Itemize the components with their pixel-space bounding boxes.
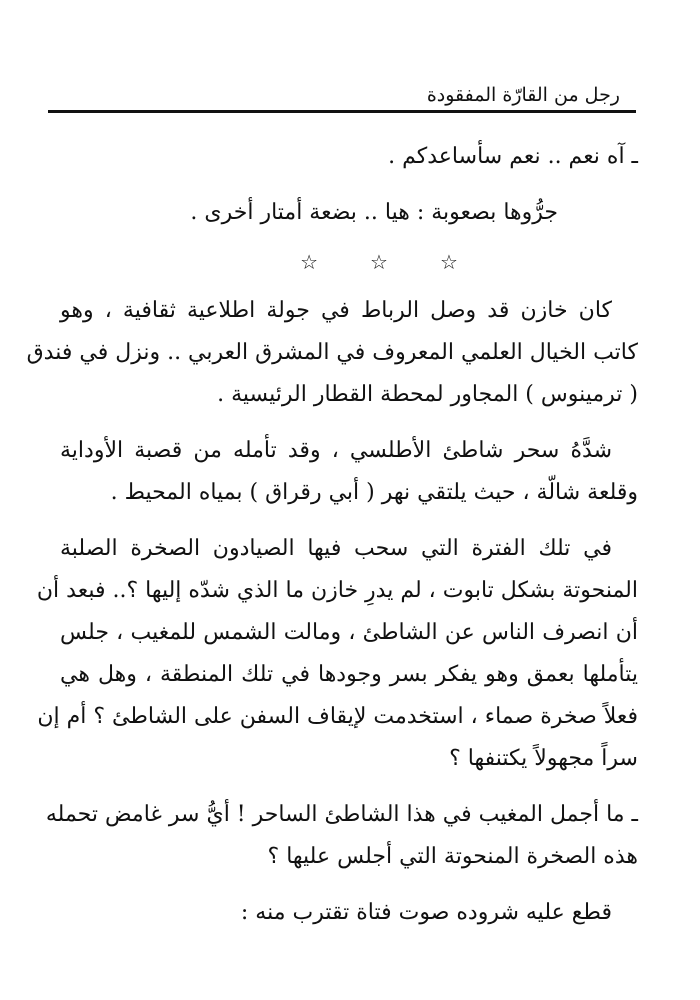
paragraph-atlantic (60, 430, 638, 514)
paragraph-khazen-arrival (26, 290, 638, 416)
body-text (26, 136, 638, 934)
text-line: أن انصرف الناس عن الشاطئ ، ومالت الشمس للمغيب ، جلس (60, 620, 638, 645)
text-line: في تلك الفترة التي سحب فيها الصيادون الصخرة الصلبة (60, 536, 612, 561)
text-line: ـ ما أجمل المغيب في هذا الشاطئ الساحر ! أيُّ سر غامض تحمله (45, 802, 638, 827)
text-line: شدَّهُ سحر شاطئ الأطلسي ، وقد تأمله من قصبة الأوداية (60, 438, 612, 463)
paragraph-narration-1 (60, 192, 638, 234)
star-icon: ☆ (300, 250, 319, 274)
text-line: سراً مجهولاً يكتنفها ؟ (449, 746, 638, 771)
text-line: جرُّوها بصعوبة : هيا .. بضعة أمتار أخرى . (190, 200, 558, 225)
header-rule (48, 110, 636, 113)
paragraph-rock (36, 528, 638, 780)
text-line: المنحوتة بشكل تابوت ، لم يدرِ خازن ما الذي شدّه إليها ؟.. فبعد أن (36, 578, 638, 603)
text-line: ـ آه نعم .. نعم سأساعدكم . (388, 144, 638, 169)
section-break-stars (60, 248, 638, 276)
text-line: ( ترمينوس ) المجاور لمحطة القطار الرئيسية . (217, 382, 638, 407)
text-line: كان خازن قد وصل الرباط في جولة اطلاعية ثقافية ، وهو (60, 298, 612, 323)
text-line: قطع عليه شروده صوت فتاة تقترب منه : (240, 900, 612, 925)
paragraph-dialogue-1 (60, 136, 638, 178)
text-line: يتأملها بعمق وهو يفكر بسر وجودها في تلك المنطقة ، وهل هي (60, 662, 638, 687)
text-line: كاتب الخيال العلمي المعروف في المشرق العربي .. ونزل في فندق (26, 340, 638, 365)
star-icon: ☆ (370, 250, 388, 274)
star-icon: ☆ (439, 250, 458, 274)
running-title: رجل من القارّة المفقودة (426, 84, 620, 106)
text-line: فعلاً صخرة صماء ، استخدمت لإيقاف السفن على الشاطئ ؟ أم إن (37, 704, 638, 729)
text-line: هذه الصخرة المنحوتة التي أجلس عليها ؟ (267, 844, 638, 869)
text-line: وقلعة شالّة ، حيث يلتقي نهر ( أبي رقراق ) بمياه المحيط . (110, 480, 638, 505)
paragraph-interruption (60, 892, 638, 934)
paragraph-dialogue-2 (45, 794, 638, 878)
